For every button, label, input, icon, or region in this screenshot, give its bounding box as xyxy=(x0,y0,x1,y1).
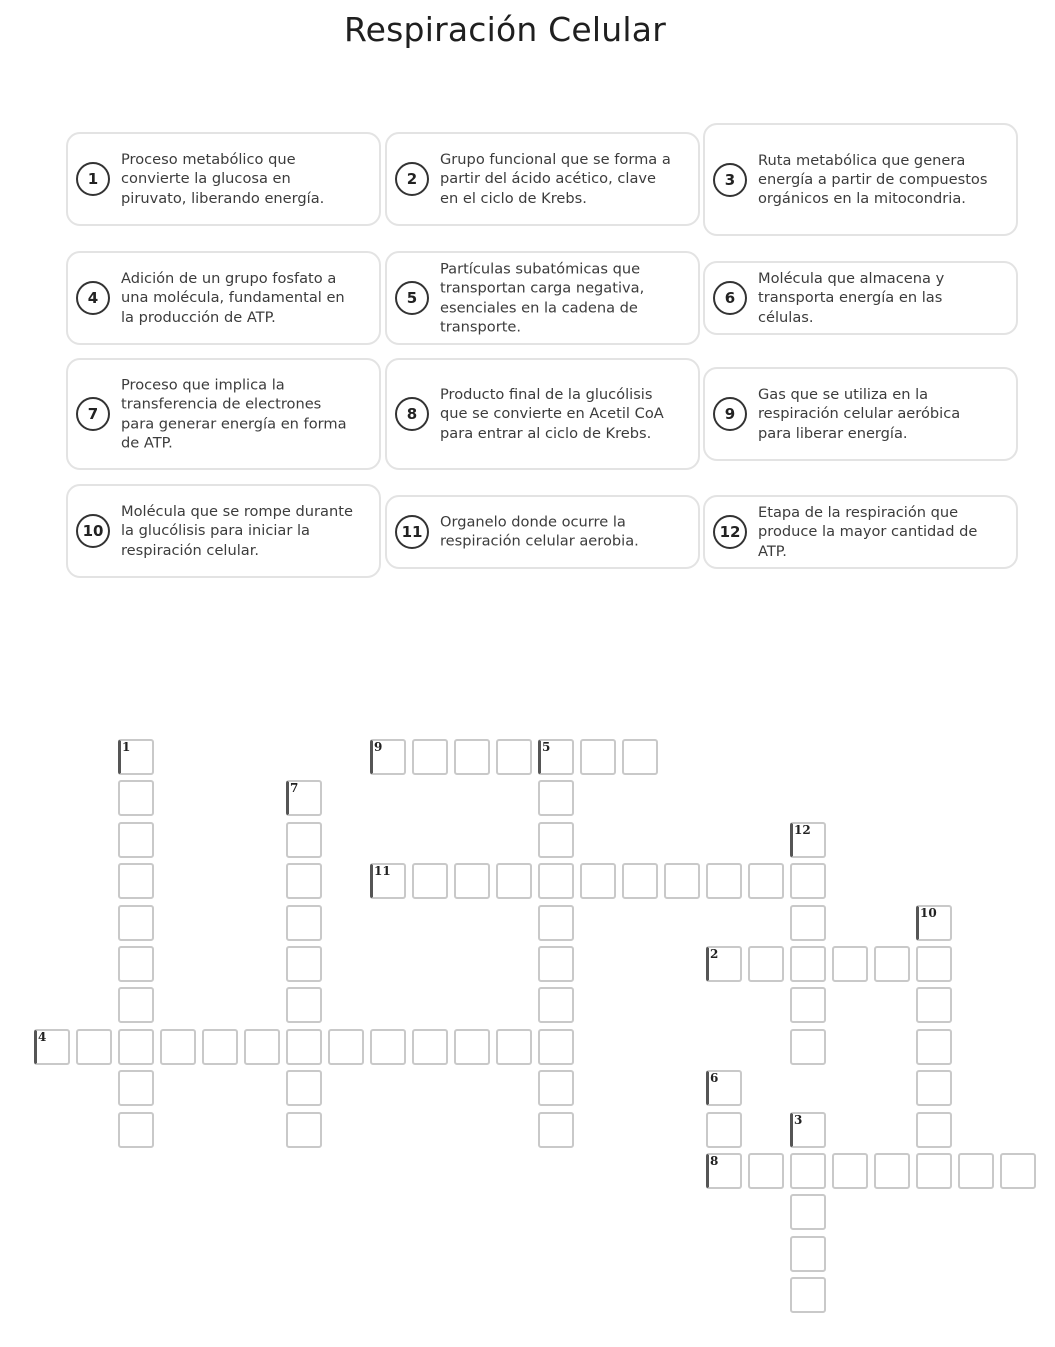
grid-cell[interactable] xyxy=(286,987,322,1023)
clue-number: 1 xyxy=(76,162,110,196)
grid-cell[interactable] xyxy=(496,739,532,775)
grid-cell-1[interactable] xyxy=(118,739,154,775)
grid-cell[interactable] xyxy=(118,905,154,941)
grid-cell[interactable] xyxy=(202,1029,238,1065)
grid-cell[interactable] xyxy=(538,1029,574,1065)
grid-cell[interactable] xyxy=(706,863,742,899)
clue-card-3 xyxy=(703,123,1018,236)
grid-cell[interactable] xyxy=(832,1153,868,1189)
grid-cell-12[interactable] xyxy=(790,822,826,858)
cell-number: 10 xyxy=(920,905,937,920)
grid-cell[interactable] xyxy=(748,946,784,982)
clue-text: Ruta metabólica que genera energía a partir de compuestos orgánicos en la mitocondria. xyxy=(758,151,988,208)
grid-cell[interactable] xyxy=(118,1070,154,1106)
clue-text: Molécula que se rompe durante la glucólisis para iniciar la respiración celular. xyxy=(121,503,353,559)
grid-cell[interactable] xyxy=(580,863,616,899)
grid-cell[interactable] xyxy=(328,1029,364,1065)
grid-cell[interactable] xyxy=(118,863,154,899)
grid-cell[interactable] xyxy=(874,946,910,982)
grid-cell[interactable] xyxy=(790,1194,826,1230)
grid-cell[interactable] xyxy=(706,1112,742,1148)
clue-card-2 xyxy=(385,132,700,226)
grid-cell[interactable] xyxy=(454,1029,490,1065)
grid-cell[interactable] xyxy=(496,1029,532,1065)
grid-cell-7[interactable] xyxy=(286,780,322,816)
grid-cell-9[interactable] xyxy=(370,739,406,775)
clue-text: Partículas subatómicas que transportan carga negativa, esenciales en la cadena de transporte. xyxy=(440,260,645,336)
clue-card-8 xyxy=(385,358,700,470)
grid-cell[interactable] xyxy=(790,1236,826,1272)
grid-cell[interactable] xyxy=(76,1029,112,1065)
clue-number: 4 xyxy=(76,281,110,315)
grid-cell[interactable] xyxy=(664,863,700,899)
grid-cell[interactable] xyxy=(538,1070,574,1106)
grid-cell[interactable] xyxy=(118,946,154,982)
grid-cell[interactable] xyxy=(832,946,868,982)
grid-cell[interactable] xyxy=(286,1029,322,1065)
grid-cell[interactable] xyxy=(538,863,574,899)
clue-card-11 xyxy=(385,495,700,569)
grid-cell-11[interactable] xyxy=(370,863,406,899)
grid-cell[interactable] xyxy=(538,987,574,1023)
grid-cell[interactable] xyxy=(790,905,826,941)
grid-cell[interactable] xyxy=(538,905,574,941)
grid-cell[interactable] xyxy=(622,739,658,775)
clue-text: Adición de un grupo fosfato a una molécula, fundamental en la producción de ATP. xyxy=(121,270,345,326)
grid-cell[interactable] xyxy=(748,863,784,899)
clue-card-1 xyxy=(66,132,381,226)
clue-text: Etapa de la respiración que produce la mayor cantidad de ATP. xyxy=(758,504,978,560)
cell-number: 1 xyxy=(122,740,131,754)
clue-number: 7 xyxy=(76,397,110,431)
grid-cell[interactable] xyxy=(538,1112,574,1148)
grid-cell[interactable] xyxy=(790,1153,826,1189)
grid-cell[interactable] xyxy=(580,739,616,775)
grid-cell-6[interactable] xyxy=(706,1070,742,1106)
grid-cell-5[interactable] xyxy=(538,739,574,775)
clue-text: Proceso que implica la transferencia de electrones para generar energía en forma de ATP. xyxy=(121,376,347,452)
grid-cell[interactable] xyxy=(622,863,658,899)
grid-cell[interactable] xyxy=(790,946,826,982)
grid-cell[interactable] xyxy=(412,1029,448,1065)
cell-number: 8 xyxy=(710,1154,719,1168)
grid-cell[interactable] xyxy=(412,863,448,899)
grid-cell[interactable] xyxy=(286,863,322,899)
grid-cell[interactable] xyxy=(244,1029,280,1065)
cell-number: 3 xyxy=(794,1112,803,1127)
grid-cell[interactable] xyxy=(916,1070,952,1106)
cell-number: 7 xyxy=(290,781,299,796)
clue-text: Grupo funcional que se forma a partir del ácido acético, clave en el ciclo de Krebs. xyxy=(440,151,671,207)
grid-cell-3[interactable] xyxy=(790,1112,826,1148)
grid-cell[interactable] xyxy=(1000,1153,1036,1189)
clue-number: 2 xyxy=(395,162,429,196)
clue-card-4 xyxy=(66,251,381,345)
grid-cell[interactable] xyxy=(118,1112,154,1148)
grid-cell[interactable] xyxy=(790,1277,826,1313)
grid-cell[interactable] xyxy=(118,987,154,1023)
clue-number: 5 xyxy=(395,281,429,315)
grid-cell[interactable] xyxy=(958,1153,994,1189)
clue-number: 8 xyxy=(395,397,429,431)
cell-number: 9 xyxy=(374,740,383,754)
clue-card-12 xyxy=(703,495,1018,569)
grid-cell-8[interactable] xyxy=(706,1153,742,1189)
grid-cell[interactable] xyxy=(790,987,826,1023)
clue-card-7 xyxy=(66,358,381,470)
grid-cell[interactable] xyxy=(790,863,826,899)
cell-number: 12 xyxy=(794,822,811,837)
clue-card-10 xyxy=(66,484,381,578)
grid-cell-2[interactable] xyxy=(706,946,742,982)
grid-cell[interactable] xyxy=(874,1153,910,1189)
clue-card-6 xyxy=(703,261,1018,335)
clue-number: 3 xyxy=(713,163,747,197)
page-title: Respiración Celular xyxy=(344,10,666,49)
clue-number: 11 xyxy=(395,515,429,549)
grid-cell[interactable] xyxy=(916,1153,952,1189)
grid-cell[interactable] xyxy=(412,739,448,775)
cell-number: 5 xyxy=(542,740,551,754)
grid-cell[interactable] xyxy=(118,780,154,816)
clue-text: Molécula que almacena y transporta energía en las células. xyxy=(758,270,945,326)
grid-cell[interactable] xyxy=(454,863,490,899)
clue-text: Producto final de la glucólisis que se convierte en Acetil CoA para entrar al ciclo de Krebs. xyxy=(440,386,664,442)
grid-cell[interactable] xyxy=(748,1153,784,1189)
grid-cell[interactable] xyxy=(538,780,574,816)
clue-number: 6 xyxy=(713,281,747,315)
cell-number: 4 xyxy=(38,1029,47,1044)
clue-number: 10 xyxy=(76,514,110,548)
grid-cell[interactable] xyxy=(118,1029,154,1065)
cell-number: 6 xyxy=(710,1071,719,1086)
grid-cell[interactable] xyxy=(538,822,574,858)
grid-cell[interactable] xyxy=(370,1029,406,1065)
grid-cell[interactable] xyxy=(286,1070,322,1106)
clue-card-9 xyxy=(703,367,1018,461)
grid-cell[interactable] xyxy=(916,1112,952,1148)
clue-card-5 xyxy=(385,251,700,345)
grid-cell[interactable] xyxy=(118,822,154,858)
grid-cell[interactable] xyxy=(916,1029,952,1065)
cell-number: 11 xyxy=(374,864,391,879)
grid-cell-10[interactable] xyxy=(916,905,952,941)
grid-cell[interactable] xyxy=(790,1029,826,1065)
clue-number: 9 xyxy=(713,397,747,431)
grid-cell[interactable] xyxy=(454,739,490,775)
cell-number: 2 xyxy=(710,947,719,961)
clue-number: 12 xyxy=(713,515,747,549)
grid-cell[interactable] xyxy=(286,1112,322,1148)
grid-cell[interactable] xyxy=(286,946,322,982)
grid-cell[interactable] xyxy=(538,946,574,982)
clue-text: Organelo donde ocurre la respiración celular aerobia. xyxy=(440,513,639,550)
grid-cell[interactable] xyxy=(496,863,532,899)
grid-cell[interactable] xyxy=(160,1029,196,1065)
grid-cell[interactable] xyxy=(286,822,322,858)
grid-cell[interactable] xyxy=(916,987,952,1023)
grid-cell[interactable] xyxy=(286,905,322,941)
clue-text: Proceso metabólico que convierte la glucosa en piruvato, liberando energía. xyxy=(121,151,325,207)
clue-text: Gas que se utiliza en la respiración celular aeróbica para liberar energía. xyxy=(758,386,961,442)
grid-cell-4[interactable] xyxy=(34,1029,70,1065)
grid-cell[interactable] xyxy=(916,946,952,982)
